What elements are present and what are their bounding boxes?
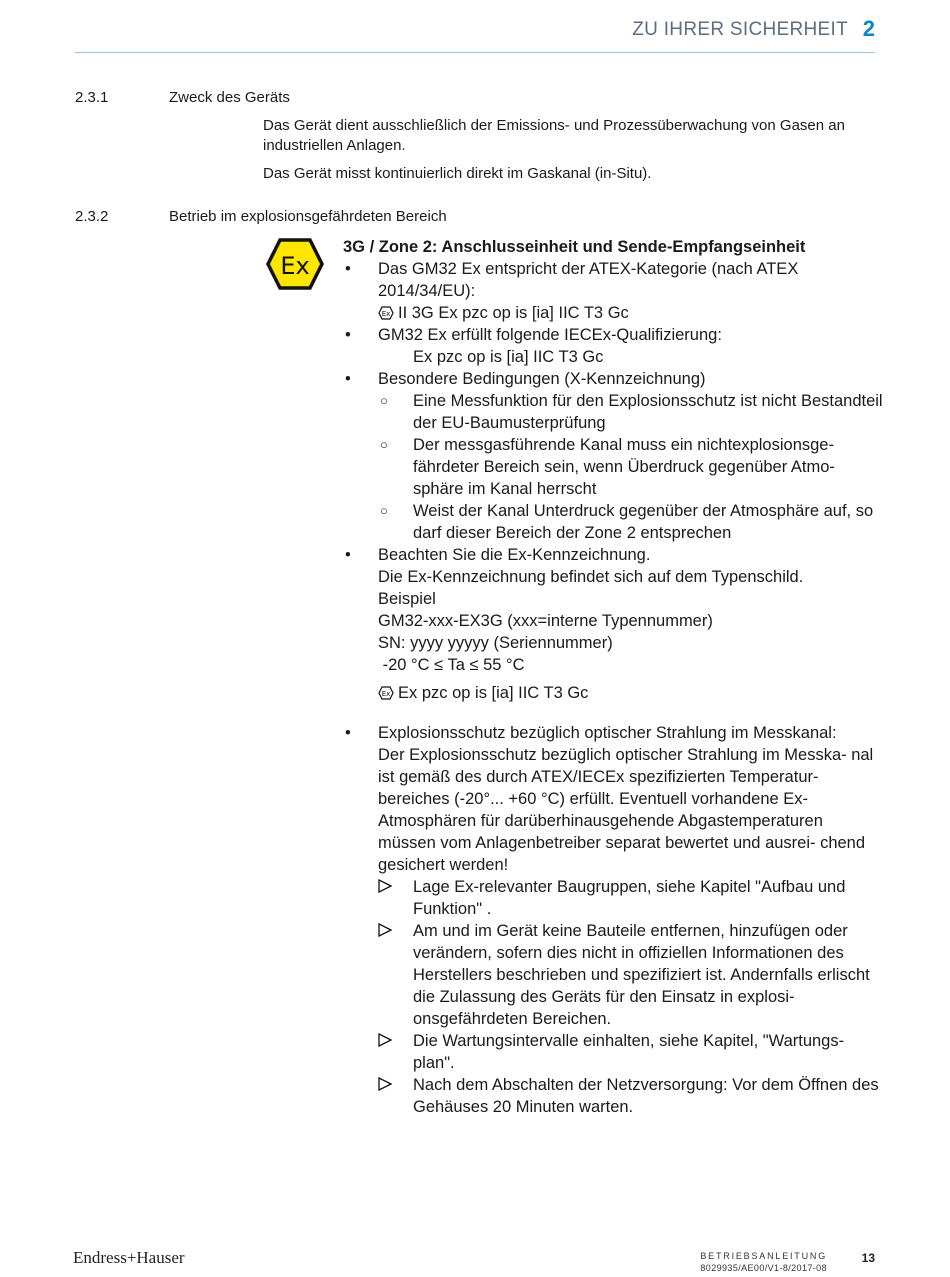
bullet-text: Explosionsschutz bezüglich optischer Strahlung im Messkanal: [378,724,837,742]
doc-type: BETRIEBSANLEITUNG [700,1251,827,1261]
marking-text: II 3G Ex pzc op is [ia] IIC T3 Gc [398,304,629,322]
svg-text:Ex: Ex [381,690,391,698]
section-title: Zweck des Geräts [169,89,290,106]
bullet-text: Beispiel [378,590,436,608]
sub-item: ○ Der messgasführende Kanal muss ein nichtexplosionsge- fährdeter Bereich sein, wenn Überdruck gegenüber Atmo- sphäre im Kanal herrscht [380,436,835,498]
bullet-dot: • [345,260,351,278]
ex-mark-icon [378,306,394,320]
action-triangle-icon [378,923,392,937]
bullet-text: Das GM32 Ex entspricht der ATEX-Kategorie (nach ATEX 2014/34/EU): [378,260,799,300]
circle-bullet: ○ [380,437,388,452]
bullet-text: Beachten Sie die Ex-Kennzeichnung. [378,546,651,564]
paragraph: Das Gerät dient ausschließlich der Emissions- und Prozessüberwachung von Gasen an industriellen Anlagen. [263,117,845,154]
action-triangle-icon [378,1033,392,1047]
bullet-dot: • [345,724,351,742]
svg-text:Ex: Ex [381,310,391,318]
action-triangle-icon [378,879,392,893]
action-step: Die Wartungsintervalle einhalten, siehe Kapitel, "Wartungs- plan". [378,1030,883,1074]
section-title: Betrieb im explosionsgefährdeten Bereich [169,208,447,225]
bullet-item [343,324,883,368]
doc-code: 8029935/AE00/V1-8/2017-08 [700,1263,827,1273]
brand-logo: Endress+Hauser [73,1248,185,1267]
circle-bullet: ○ [380,503,388,518]
bullet-dot: • [345,546,351,564]
bullet-item [343,722,883,1118]
iecex-marking: Ex pzc op is [ia] IIC T3 Gc [413,348,604,366]
chapter-number: 2 [862,16,875,41]
section-number: 2.3.2 [75,208,109,225]
sub-item: ○ Weist der Kanal Unterdruck gegenüber der Atmosphäre auf, so darf dieser Bereich der Zone 2 entsprechen [380,502,874,542]
page-number: 13 [861,1251,875,1265]
bullet-dot: • [345,370,351,388]
bullet-item [343,544,883,704]
type-code: GM32-xxx-EX3G (xxx=interne Typennummer) [378,612,713,630]
bullet-dot: • [345,326,351,344]
bullet-text: Die Ex-Kennzeichnung befindet sich auf dem Typenschild. [378,568,804,586]
circle-bullet: ○ [380,393,388,408]
section-number: 2.3.1 [75,89,109,106]
sub-item: ○ Eine Messfunktion für den Explosionsschutz ist nicht Bestandteil der EU-Baumusterprüfung [380,392,883,432]
footer-doc-info [700,1250,827,1274]
ex-block-title: 3G / Zone 2: Anschlusseinheit und Sende-Empfangseinheit [343,238,806,256]
ex-block [343,236,883,1118]
atex-marking [378,302,883,324]
bullet-item [343,258,883,324]
action-step: Nach dem Abschalten der Netzversorgung: Vor dem Öffnen des Gehäuses 20 Minuten warten. [378,1074,883,1118]
marking-text: Ex pzc op is [ia] IIC T3 Gc [398,684,589,702]
serial-number: SN: yyyy yyyyy (Seriennummer) [378,634,613,652]
bullet-text: Besondere Bedingungen (X-Kennzeichnung) [378,370,706,388]
bullet-text: Der Explosionsschutz bezüglich optischer Strahlung im Messka- nal ist gemäß des durch ATEX/IECEx spezifizierten Temperatur- bereiches (-20°... +60 °C) erfüllt. Eventuell vorhandene Ex- Atmosphären für darüberhinausgehende Abgastemperaturen müssen vom Anlagenbetreiber separat bewertet und ausrei- chend gesichert werden! [378,746,874,874]
ex-mark-icon [378,686,394,700]
ex-marking [378,682,883,704]
svg-text:Ex: Ex [280,252,310,280]
running-header-title: ZU IHRER SICHERHEIT [632,19,848,40]
action-step: Lage Ex-relevanter Baugruppen, siehe Kapitel "Aufbau und Funktion" . [378,876,883,920]
paragraph: Das Gerät misst kontinuierlich direkt im Gaskanal (in-Situ). [263,165,652,182]
action-triangle-icon [378,1077,392,1091]
temperature-range: -20 °C ≤ Ta ≤ 55 °C [378,656,525,674]
bullet-text: GM32 Ex erfüllt folgende IECEx-Qualifizierung: [378,326,722,344]
ex-warning-icon [266,238,324,290]
bullet-item [343,368,883,544]
header-divider [75,52,875,53]
action-step: Am und im Gerät keine Bauteile entfernen, hinzufügen oder verändern, sofern dies nicht in offiziellen Informationen des Herstellers beschrieben und spezifiziert ist. Andernfalls erlischt die Zulassung des Geräts für den Einsatz in explosi- onsgefährdeten Bereichen. [378,920,883,1030]
